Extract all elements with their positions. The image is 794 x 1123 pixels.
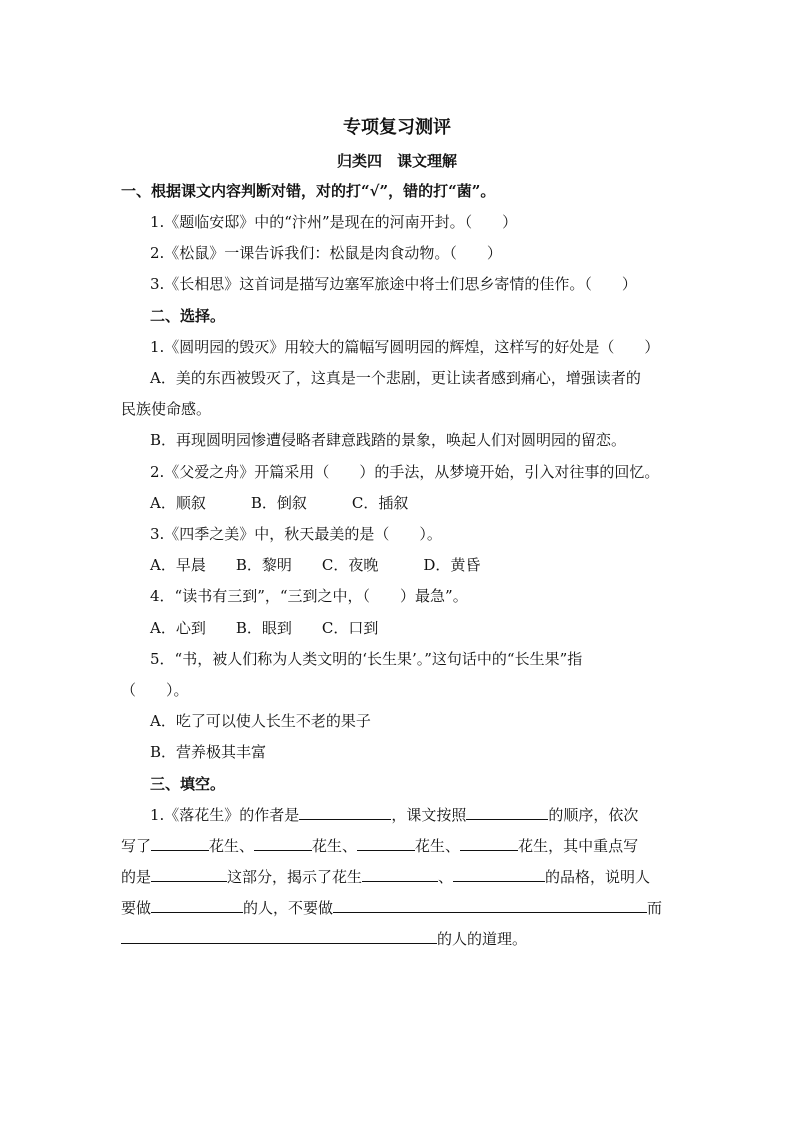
blank-4[interactable] bbox=[460, 835, 518, 851]
section2-q3-options: A．早晨 B．黎明 C．夜晚 D．黄昏 bbox=[150, 556, 481, 574]
section2-q5-option-b: B．营养极其丰富 bbox=[150, 743, 267, 761]
fill-text: 而 bbox=[647, 899, 663, 917]
fill-text: 这部分，揭示了花生 bbox=[227, 868, 363, 886]
section2-q2-options: A．顺叙 B．倒叙 C．插叙 bbox=[150, 494, 409, 512]
order-blank[interactable] bbox=[466, 804, 548, 820]
fill-text: 的人的道理。 bbox=[437, 930, 528, 948]
section2-q5: 5．“书，被人们称为人类文明的‘长生果’。”这句话中的“长生果”指 bbox=[150, 650, 583, 668]
fill-line-4 bbox=[121, 893, 673, 924]
section2-q3: 3.《四季之美》中，秋天最美的是（ ）。 bbox=[150, 525, 442, 543]
be-blank[interactable] bbox=[151, 897, 243, 913]
fill-text: 的品格，说明人 bbox=[545, 868, 651, 886]
section2-q2: 2.《父爱之舟》开篇采用（ ）的手法，从梦境开始，引入对往事的回忆。 bbox=[150, 463, 660, 481]
focus-blank[interactable] bbox=[151, 866, 227, 882]
blank-2[interactable] bbox=[254, 835, 312, 851]
fill-text: 1.《落花生》的作者是 bbox=[150, 806, 300, 824]
but-blank[interactable] bbox=[121, 928, 437, 944]
fill-line-2 bbox=[121, 831, 673, 862]
section2-q4: 4．“读书有三到”，“三到之中，（ ）最急”。 bbox=[150, 587, 468, 605]
fill-text: 的人，不要做 bbox=[243, 899, 334, 917]
fill-line-3 bbox=[121, 862, 673, 893]
section2-heading: 二、选择。 bbox=[150, 307, 226, 325]
not-be-blank[interactable] bbox=[333, 897, 647, 913]
fill-line-5 bbox=[121, 924, 673, 955]
section1-heading: 一、根据课文内容判断对错，对的打“√”，错的打“菌”。 bbox=[121, 182, 496, 200]
section2-q5-cont: （ ）。 bbox=[121, 681, 189, 699]
fill-text: 、 bbox=[438, 868, 454, 886]
fill-text: 的顺序，依次 bbox=[548, 806, 639, 824]
blank-1[interactable] bbox=[151, 835, 209, 851]
fill-text: 写了 bbox=[121, 837, 152, 855]
blank-3[interactable] bbox=[357, 835, 415, 851]
section1-q2: 2.《松鼠》一课告诉我们：松鼠是肉食动物。（ ） bbox=[150, 244, 502, 262]
section2-q1-option-b: B．再现圆明园惨遭侵略者肆意践踏的景象，唤起人们对圆明园的留恋。 bbox=[150, 431, 627, 449]
fill-text: 花生、 bbox=[209, 837, 255, 855]
section2-q1-option-a-cont: 民族使命感。 bbox=[121, 400, 212, 418]
fill-line-1 bbox=[150, 800, 702, 831]
fill-text: ，课文按照 bbox=[391, 806, 467, 824]
page-subtitle: 归类四 课文理解 bbox=[336, 152, 457, 170]
section2-q1-option-a: A．美的东西被毁灭了，这真是一个悲剧，更让读者感到痛心，增强读者的 bbox=[150, 369, 641, 387]
fill-text: 花生，其中重点写 bbox=[518, 837, 639, 855]
quality-blank-2[interactable] bbox=[453, 866, 545, 882]
section2-q4-options: A．心到 B．眼到 C．口到 bbox=[150, 619, 379, 637]
fill-text: 花生、 bbox=[415, 837, 461, 855]
section1-q1: 1.《题临安邸》中的“汴州”是现在的河南开封。（ ） bbox=[150, 213, 518, 231]
section2-q1: 1.《圆明园的毁灭》用较大的篇幅写圆明园的辉煌，这样写的好处是（ ） bbox=[150, 338, 660, 356]
fill-text: 要做 bbox=[121, 899, 152, 917]
section2-q5-option-a: A．吃了可以使人长生不老的果子 bbox=[150, 712, 371, 730]
section3-heading: 三、填空。 bbox=[150, 775, 226, 793]
section1-q3: 3.《长相思》这首词是描写边塞军旅途中将士们思乡寄情的佳作。（ ） bbox=[150, 275, 637, 293]
quality-blank-1[interactable] bbox=[362, 866, 438, 882]
author-blank[interactable] bbox=[299, 804, 391, 820]
fill-text: 的是 bbox=[121, 868, 152, 886]
page-title: 专项复习测评 bbox=[343, 117, 451, 138]
fill-text: 花生、 bbox=[312, 837, 358, 855]
